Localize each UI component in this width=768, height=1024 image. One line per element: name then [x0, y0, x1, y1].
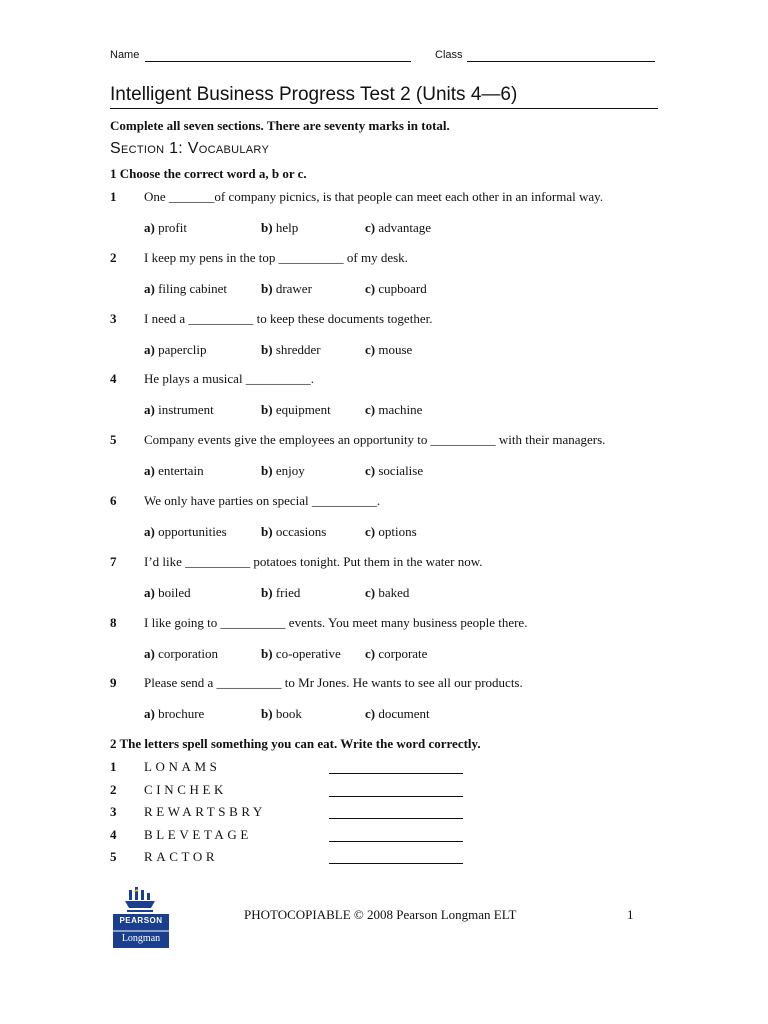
option-word: boiled	[158, 585, 191, 600]
item-number: 1	[110, 759, 117, 774]
option-letter: a)	[144, 646, 155, 661]
logo-text-pearson: PEARSON	[119, 916, 163, 925]
option-word: filing cabinet	[158, 281, 228, 296]
copyright-notice: PHOTOCOPIABLE © 2008 Pearson Longman ELT	[244, 907, 517, 922]
test-instructions: Complete all seven sections. There are seventy marks in total.	[110, 118, 450, 133]
scrambled-letters: BLEVETAGE	[144, 827, 252, 842]
question-text: I’d like __________ potatoes tonight. Put them in the water now.	[144, 554, 483, 569]
option-letter: a)	[144, 220, 155, 235]
answer-option[interactable]	[365, 342, 412, 358]
answer-option[interactable]	[365, 281, 427, 297]
option-letter: c)	[365, 342, 376, 357]
answer-option[interactable]	[261, 463, 305, 479]
scrambled-letters: RACTOR	[144, 849, 219, 864]
answer-option[interactable]	[365, 706, 430, 722]
option-letter: c)	[365, 524, 376, 539]
option-letter: a)	[144, 706, 155, 721]
page-title: Intelligent Business Progress Test 2 (Units 4—6)	[110, 84, 518, 105]
option-word: shredder	[275, 342, 321, 357]
answer-option[interactable]	[144, 585, 191, 601]
question-number: 1	[110, 189, 117, 204]
answer-blank[interactable]	[329, 863, 463, 864]
option-letter: c)	[365, 646, 376, 661]
option-word: book	[275, 706, 302, 721]
option-word: equipment	[275, 402, 331, 417]
option-letter: c)	[365, 585, 376, 600]
answer-option[interactable]	[144, 281, 227, 297]
answer-option[interactable]	[365, 646, 427, 662]
page-number: 1	[627, 907, 634, 922]
option-word: instrument	[158, 402, 214, 417]
title-divider	[110, 108, 658, 109]
answer-option[interactable]	[144, 706, 204, 722]
logo-text-longman: Longman	[121, 933, 161, 944]
option-letter: c)	[365, 706, 376, 721]
option-letter: c)	[365, 220, 376, 235]
answer-option[interactable]	[144, 220, 187, 236]
question-text: One _______of company picnics, is that people can meet each other in an informal way.	[144, 189, 604, 204]
answer-blank[interactable]	[329, 818, 463, 819]
option-letter: c)	[365, 402, 376, 417]
answer-option[interactable]	[144, 463, 204, 479]
answer-option[interactable]	[365, 402, 422, 418]
question-text: I need a __________ to keep these documents together.	[144, 311, 433, 326]
task2-heading: 2 The letters spell something you can eat. Write the word correctly.	[110, 736, 481, 751]
question-number: 4	[110, 371, 117, 386]
option-letter: b)	[261, 463, 273, 478]
option-word: corporate	[378, 646, 428, 661]
option-letter: b)	[261, 646, 273, 661]
option-word: brochure	[158, 706, 205, 721]
pearson-longman-logo	[113, 884, 169, 948]
item-number: 3	[110, 804, 117, 819]
option-letter: a)	[144, 585, 155, 600]
option-letter: a)	[144, 524, 155, 539]
option-word: document	[378, 706, 430, 721]
answer-option[interactable]	[261, 706, 302, 722]
answer-option[interactable]	[261, 524, 326, 540]
option-letter: b)	[261, 220, 273, 235]
option-word: paperclip	[158, 342, 207, 357]
option-letter: c)	[365, 281, 376, 296]
question-number: 9	[110, 675, 117, 690]
option-letter: b)	[261, 585, 273, 600]
answer-option[interactable]	[261, 646, 341, 662]
answer-blank[interactable]	[329, 841, 463, 842]
answer-option[interactable]	[144, 646, 218, 662]
name-field[interactable]	[145, 61, 411, 62]
option-letter: a)	[144, 402, 155, 417]
question-text: I like going to __________ events. You meet many business people there.	[144, 615, 528, 630]
name-label: Name	[110, 49, 140, 61]
item-number: 5	[110, 849, 117, 864]
option-word: baked	[378, 585, 410, 600]
question-number: 3	[110, 311, 117, 326]
class-field[interactable]	[467, 61, 655, 62]
option-word: socialise	[378, 463, 424, 478]
answer-option[interactable]	[261, 342, 321, 358]
option-letter: b)	[261, 342, 273, 357]
item-number: 2	[110, 782, 117, 797]
answer-option[interactable]	[365, 220, 431, 236]
question-number: 8	[110, 615, 117, 630]
option-letter: a)	[144, 463, 155, 478]
answer-option[interactable]	[365, 524, 417, 540]
option-word: opportunities	[158, 524, 227, 539]
question-text: He plays a musical __________.	[144, 371, 315, 386]
question-number: 2	[110, 250, 117, 265]
question-text: Company events give the employees an opportunity to __________ with their managers.	[144, 432, 606, 447]
class-label: Class	[435, 49, 463, 61]
task1-heading: 1 Choose the correct word a, b or c.	[110, 166, 307, 181]
scrambled-letters: CINCHEK	[144, 782, 227, 797]
option-word: fried	[275, 585, 301, 600]
option-word: corporation	[158, 646, 219, 661]
answer-blank[interactable]	[329, 796, 463, 797]
scrambled-letters: LONAMS	[144, 759, 221, 774]
item-number: 4	[110, 827, 117, 842]
option-word: enjoy	[275, 463, 305, 478]
option-letter: b)	[261, 706, 273, 721]
answer-option[interactable]	[365, 463, 423, 479]
answer-option[interactable]	[261, 585, 300, 601]
option-word: machine	[378, 402, 423, 417]
option-word: occasions	[275, 524, 327, 539]
question-number: 7	[110, 554, 117, 569]
question-number: 6	[110, 493, 117, 508]
option-word: entertain	[158, 463, 204, 478]
option-letter: a)	[144, 281, 155, 296]
option-word: advantage	[378, 220, 432, 235]
option-word: cupboard	[378, 281, 427, 296]
question-text: We only have parties on special __________.	[144, 493, 381, 508]
question-text: Please send a __________ to Mr Jones. He wants to see all our products.	[144, 675, 523, 690]
answer-option[interactable]	[261, 281, 312, 297]
option-word: profit	[158, 220, 187, 235]
option-letter: b)	[261, 402, 273, 417]
scrambled-letters: REWARTSBRY	[144, 804, 266, 819]
option-letter: a)	[144, 342, 155, 357]
option-letter: b)	[261, 524, 273, 539]
answer-option[interactable]	[365, 585, 409, 601]
answer-option[interactable]	[144, 524, 227, 540]
option-word: help	[275, 220, 299, 235]
option-word: options	[378, 524, 417, 539]
option-letter: b)	[261, 281, 273, 296]
answer-option[interactable]	[144, 342, 206, 358]
section-heading: Section 1: Vocabulary	[110, 140, 270, 157]
option-word: drawer	[275, 281, 312, 296]
answer-option[interactable]	[261, 402, 331, 418]
option-word: mouse	[378, 342, 413, 357]
option-letter: c)	[365, 463, 376, 478]
option-word: co-operative	[275, 646, 341, 661]
answer-blank[interactable]	[329, 773, 463, 774]
question-text: I keep my pens in the top __________ of my desk.	[144, 250, 408, 265]
answer-option[interactable]	[261, 220, 298, 236]
answer-option[interactable]	[144, 402, 214, 418]
question-number: 5	[110, 432, 117, 447]
